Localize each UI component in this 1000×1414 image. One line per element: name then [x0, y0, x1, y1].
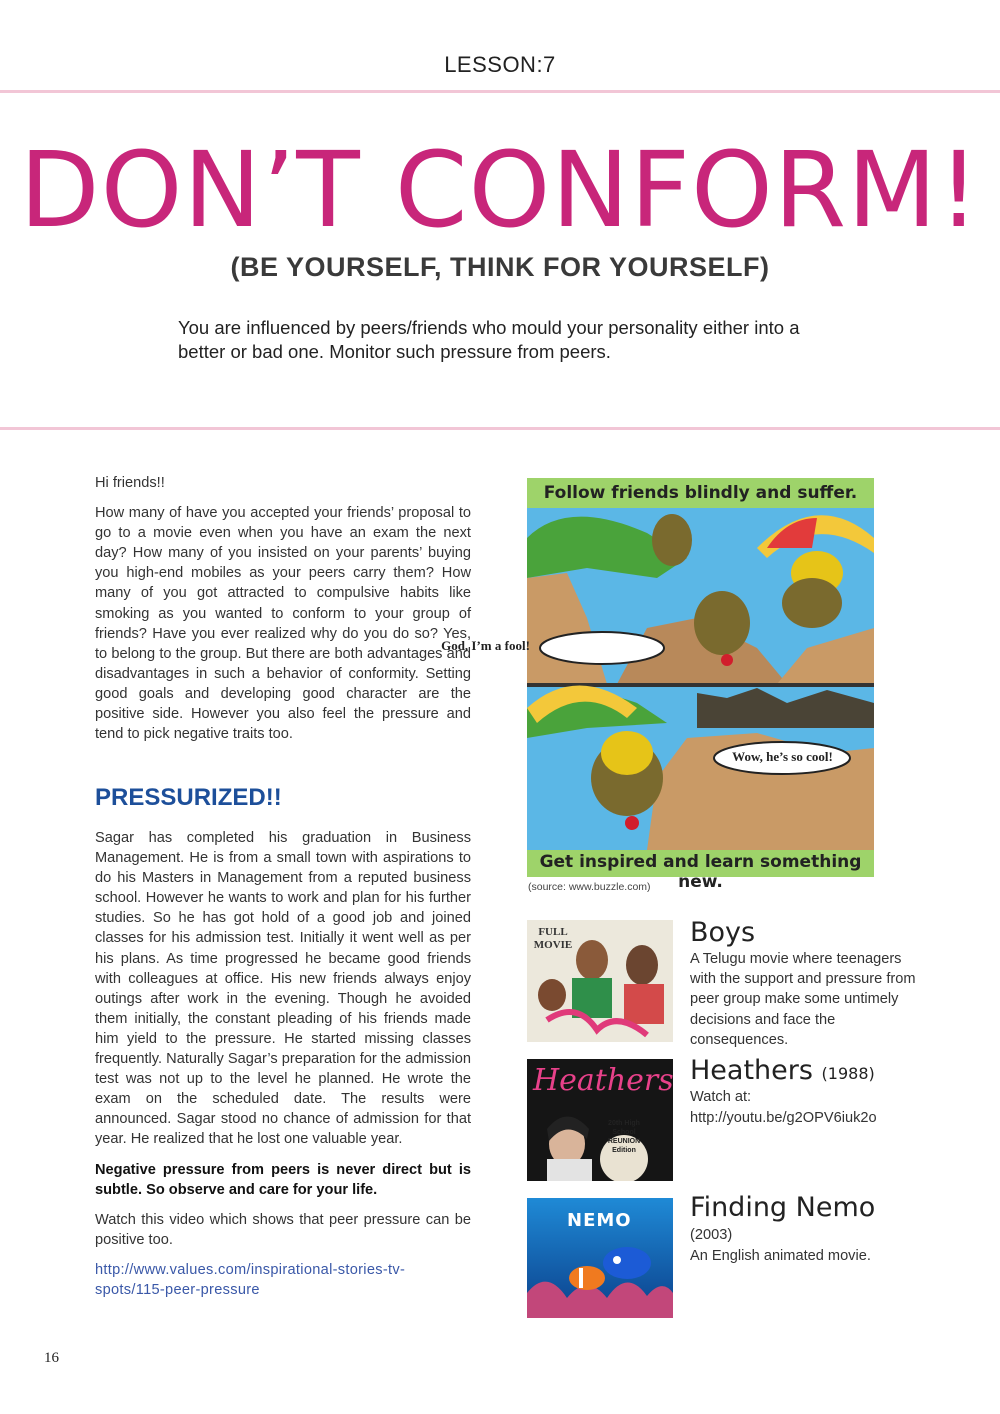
heathers-title-row — [690, 1055, 875, 1086]
video-link[interactable]: http://www.values.com/inspirational-stories-tv-spots/115-peer-pressure — [95, 1261, 406, 1298]
boys-poster — [527, 920, 673, 1042]
paragraph-story: Sagar has completed his graduation in Business Management. He is from a small town with aspirations to do his Masters in Management from a reputed business school. However he wants to work and plan for his further studies. So he has got hold of a good job and joined classes for his admission test. Initially it went well as per his plans. As time progressed he became good friends with colleagues at office. His new friends always enjoy outings after work in the evening. Though he avoided them initially, the constant pleading of his friends made him yield to the pressure. He started missing classes frequently. Naturally Sagar’s preparation for the admission test was not up to the level he planned. He wrote the exam on the scheduled date. The results were announced. Sagar stood no chance of admission for that year. He realized that he lost one valuable year. — [95, 830, 471, 1148]
heathers-poster-logo: Heathers — [533, 1063, 674, 1098]
story-column — [95, 828, 471, 1310]
paragraph-conformity: How many of have you accepted your friends’ proposal to go to a movie even when you have an exam the next day? How many of you insisted on your parents’ buying you high-end mobiles as your peers carry them? How many of you got attracted to compulsive habits like smoking as you wanted to conform to your group of friends? Have you ever realized why do you do so? Yes, to belong to the group. But there are both advantages and disadvantages in such a behavior of conformity. Setting good goals and developing good character are the positive side. However you also feel the pressure and tend to pick negative traits too. — [95, 505, 471, 743]
nemo-year: (2003) — [690, 1227, 733, 1243]
nemo-title: Finding Nemo — [690, 1192, 876, 1223]
comic-bubble-fool: God, I’m a fool! — [441, 638, 530, 653]
heathers-watch-label: Watch at: — [690, 1089, 752, 1105]
heathers-title: Heathers — [690, 1055, 813, 1086]
boys-title: Boys — [690, 917, 756, 948]
greeting: Hi friends!! — [95, 475, 165, 491]
nemo-description: An English animated movie. — [690, 1248, 871, 1264]
lesson-label: LESSON:7 — [444, 52, 556, 77]
section-heading: PRESSURIZED!! — [95, 784, 282, 811]
heathers-year: (1988) — [821, 1064, 875, 1083]
comic-bubble-cool: Wow, he’s so cool! — [732, 749, 833, 764]
page-title: DON’T CONFORM! — [19, 129, 981, 251]
heathers-poster — [527, 1059, 673, 1181]
heathers-link[interactable]: http://youtu.be/g2OPV6iuk2o — [690, 1110, 877, 1126]
boys-poster-label: FULL MOVIE — [533, 926, 573, 951]
comic-source: (source: www.buzzle.com) — [528, 881, 651, 893]
page-subtitle: (BE YOURSELF, THINK FOR YOURSELF) — [230, 252, 770, 282]
bold-note: Negative pressure from peers is never direct but is subtle. So observe and care for your life. — [95, 1161, 471, 1198]
intro-column — [95, 473, 471, 754]
comic-top-caption: Follow friends blindly and suffer. — [543, 483, 858, 503]
comic-panels-graphic — [527, 478, 874, 877]
comic-bottom-caption: Get inspired and learn something new. — [539, 852, 862, 892]
top-divider — [0, 90, 1000, 93]
nemo-poster — [527, 1198, 673, 1318]
video-note: Watch this video which shows that peer pressure can be positive too. — [95, 1211, 471, 1248]
page-number: 16 — [44, 1350, 59, 1366]
nemo-poster-logo: NEMO — [567, 1210, 632, 1231]
intro-divider — [0, 427, 1000, 430]
intro-text: You are influenced by peers/friends who mould your personality either into a better or bad one. Monitor such pressure from peers. — [178, 317, 800, 362]
heathers-poster-badge: 20th High School REUNION Edition — [607, 1120, 641, 1154]
boys-description: A Telugu movie where teenagers with the support and pressure from peer group make some untimely decisions and face the consequences. — [690, 951, 916, 1048]
